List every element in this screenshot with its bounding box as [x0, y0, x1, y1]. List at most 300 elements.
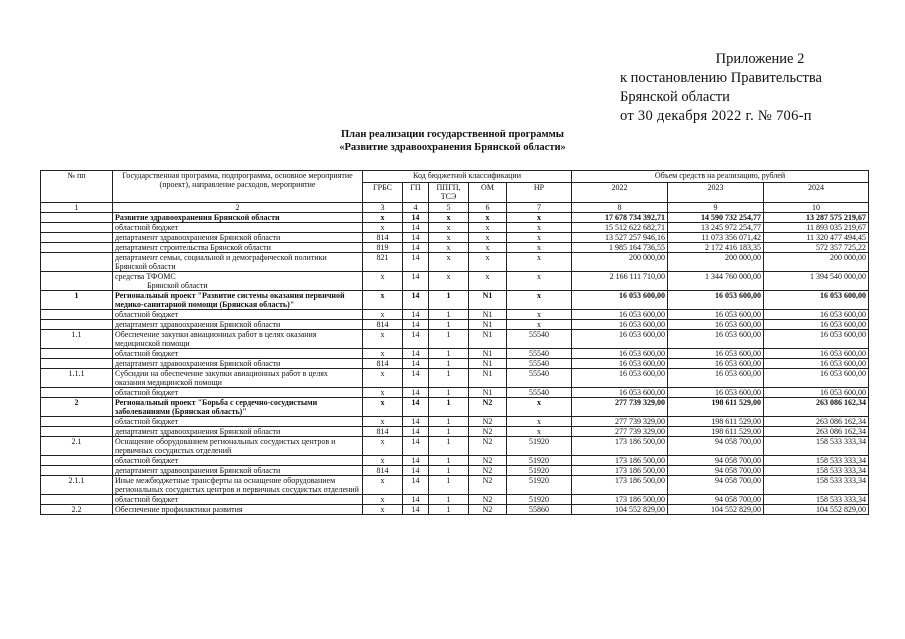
cell-2023 — [668, 349, 764, 359]
cell-nr-text: 55860 — [529, 505, 549, 514]
cell-grbs-text: x — [380, 272, 385, 281]
cell-name — [113, 243, 363, 253]
cell-grbs-text: x — [380, 213, 385, 222]
cell-2023 — [668, 398, 764, 417]
table-row — [41, 398, 869, 417]
cell-2022-text: 13 527 257 946,16 — [605, 233, 665, 242]
col-header-grbs: ГРБС — [363, 183, 403, 203]
cell-grbs — [363, 253, 403, 272]
cell-nr-text: x — [537, 213, 541, 222]
cell-2023 — [668, 213, 764, 223]
cell-om-text: N1 — [482, 320, 493, 329]
cell-ppgp — [429, 427, 469, 437]
cell-nr-text: x — [537, 310, 541, 319]
cell-grbs-text: 814 — [376, 466, 389, 475]
cell-2023-text: 16 053 600,00 — [715, 291, 761, 300]
cell-om-text: N1 — [482, 291, 493, 300]
cell-2024-text: 16 053 600,00 — [820, 349, 867, 358]
cell-grbs-text: x — [380, 456, 385, 465]
cell-num — [41, 349, 113, 359]
cell-ppgp-text: 1 — [446, 456, 451, 465]
cell-2023 — [668, 233, 764, 243]
cell-grbs — [363, 427, 403, 437]
cell-num-text: 1.1.1 — [68, 369, 85, 378]
cell-2022-text: 16 053 600,00 — [619, 369, 665, 378]
col-header-nr: НР — [507, 183, 572, 203]
cell-name — [113, 359, 363, 369]
table-row — [41, 505, 869, 515]
cell-name-text: Региональный проект "Развитие системы оказания первичной медико-санитарной помощи (Брянская область)" — [115, 291, 345, 309]
cell-name-text: областной бюджет — [115, 388, 179, 397]
cell-2024-text: 16 053 600,00 — [820, 388, 867, 397]
cell-2024-text: 16 053 600,00 — [820, 359, 867, 368]
cell-gp — [403, 476, 429, 495]
cell-2022-text: 17 678 734 392,71 — [605, 213, 665, 222]
cell-grbs-text: x — [380, 505, 385, 514]
cell-om — [469, 388, 507, 398]
cell-nr-text: 55540 — [529, 369, 549, 378]
cell-2023-text: 94 058 700,00 — [715, 456, 761, 465]
cell-gp — [403, 359, 429, 369]
cell-om — [469, 505, 507, 515]
cell-2023-text: 16 053 600,00 — [715, 320, 761, 329]
cell-ppgp-text: 1 — [446, 349, 451, 358]
cell-2022-text: 104 552 829,00 — [615, 505, 665, 514]
cell-om — [469, 398, 507, 417]
cell-grbs — [363, 291, 403, 310]
cell-nr — [507, 505, 572, 515]
cell-grbs-text: 814 — [376, 320, 389, 329]
col-number: 5 — [429, 203, 469, 213]
cell-om-text: N2 — [482, 495, 493, 504]
cell-2023-text: 16 053 600,00 — [715, 359, 761, 368]
cell-2022 — [572, 349, 668, 359]
cell-2022-text: 173 186 500,00 — [615, 437, 665, 446]
cell-grbs — [363, 320, 403, 330]
cell-om-text: N2 — [482, 427, 493, 436]
cell-nr — [507, 369, 572, 388]
cell-2024-text: 11 893 035 219,67 — [806, 223, 867, 232]
cell-name — [113, 495, 363, 505]
cell-grbs — [363, 505, 403, 515]
cell-name-text: областной бюджет — [115, 456, 179, 465]
table-body — [41, 213, 869, 515]
cell-2022 — [572, 272, 668, 291]
cell-2023-text: 16 053 600,00 — [715, 349, 761, 358]
cell-grbs-text: x — [380, 330, 385, 339]
cell-name — [113, 310, 363, 320]
cell-num — [41, 253, 113, 272]
cell-om — [469, 213, 507, 223]
cell-2022 — [572, 427, 668, 437]
cell-ppgp — [429, 388, 469, 398]
cell-name-text: Субсидии на обеспечение закупки авиационных работ в целях оказания медицинской помощи — [115, 369, 328, 387]
cell-grbs-text: 819 — [376, 243, 389, 252]
col-header-ppgp: ППГП, ТСЭ — [429, 183, 469, 203]
cell-2022 — [572, 320, 668, 330]
cell-ppgp — [429, 369, 469, 388]
cell-2022-text: 277 739 329,00 — [615, 417, 665, 426]
cell-gp-text: 14 — [411, 369, 420, 378]
cell-nr — [507, 466, 572, 476]
cell-grbs-text: x — [380, 476, 385, 485]
cell-ppgp — [429, 253, 469, 272]
cell-name — [113, 388, 363, 398]
cell-num — [41, 272, 113, 291]
cell-nr — [507, 456, 572, 466]
cell-nr — [507, 476, 572, 495]
cell-2022 — [572, 291, 668, 310]
col-number: 7 — [507, 203, 572, 213]
cell-2024 — [764, 213, 869, 223]
cell-nr-text: x — [537, 233, 541, 242]
cell-2022-text: 15 512 622 682,71 — [605, 223, 665, 232]
cell-om — [469, 253, 507, 272]
cell-2023-text: 14 590 732 254,77 — [701, 213, 761, 222]
table-row — [41, 359, 869, 369]
cell-2023 — [668, 495, 764, 505]
cell-nr-text: x — [537, 398, 541, 407]
cell-om — [469, 466, 507, 476]
cell-nr — [507, 243, 572, 253]
cell-nr-text: x — [537, 272, 541, 281]
cell-2024-text: 158 533 333,34 — [816, 437, 867, 446]
cell-2022-text: 16 053 600,00 — [619, 320, 665, 329]
cell-2024-text: 263 086 162,34 — [816, 427, 867, 436]
col-header-code-group: Код бюджетной классификации — [363, 171, 572, 183]
cell-2024-text: 16 053 600,00 — [820, 320, 867, 329]
col-header-2023: 2023 — [668, 183, 764, 203]
cell-name-text: департамент семьи, социальной и демографической политики Брянской области — [115, 253, 327, 271]
cell-nr-text: x — [537, 427, 541, 436]
cell-ppgp — [429, 349, 469, 359]
cell-nr — [507, 310, 572, 320]
cell-ppgp-text: 1 — [446, 466, 451, 475]
cell-ppgp-text: 1 — [446, 330, 451, 339]
cell-gp — [403, 437, 429, 456]
cell-num — [41, 437, 113, 456]
cell-nr — [507, 272, 572, 291]
cell-om — [469, 310, 507, 320]
cell-nr-text: x — [537, 417, 541, 426]
cell-2023 — [668, 417, 764, 427]
cell-2023 — [668, 437, 764, 456]
cell-2022 — [572, 456, 668, 466]
cell-gp-text: 14 — [411, 476, 420, 485]
cell-2022-text: 16 053 600,00 — [619, 330, 665, 339]
col-number: 10 — [764, 203, 869, 213]
cell-om — [469, 456, 507, 466]
cell-2024-text: 16 053 600,00 — [820, 369, 867, 378]
cell-gp — [403, 291, 429, 310]
cell-name-text: департамент здравоохранения Брянской области — [115, 427, 281, 436]
cell-2022 — [572, 466, 668, 476]
cell-om-text: x — [485, 272, 490, 281]
cell-2023 — [668, 388, 764, 398]
cell-2022-text: 16 053 600,00 — [619, 349, 665, 358]
cell-nr-text: x — [537, 291, 541, 300]
cell-name — [113, 213, 363, 223]
cell-ppgp-text: 1 — [446, 427, 451, 436]
cell-ppgp — [429, 272, 469, 291]
cell-gp — [403, 349, 429, 359]
cell-om-text: x — [485, 213, 490, 222]
cell-gp — [403, 233, 429, 243]
cell-2024-text: 572 357 725,22 — [816, 243, 867, 252]
cell-grbs — [363, 213, 403, 223]
cell-om-text: x — [485, 223, 490, 232]
cell-nr-text: 51920 — [529, 495, 549, 504]
cell-nr — [507, 359, 572, 369]
cell-2024-text: 16 053 600,00 — [820, 330, 867, 339]
cell-grbs-text: x — [380, 291, 385, 300]
cell-2024 — [764, 330, 869, 349]
cell-num-text: 1 — [74, 291, 79, 300]
cell-grbs — [363, 437, 403, 456]
cell-2024 — [764, 417, 869, 427]
cell-name — [113, 476, 363, 495]
table-row — [41, 495, 869, 505]
cell-num — [41, 359, 113, 369]
cell-grbs — [363, 369, 403, 388]
cell-2024 — [764, 476, 869, 495]
cell-2023 — [668, 505, 764, 515]
cell-name — [113, 330, 363, 349]
cell-ppgp-text: x — [446, 272, 451, 281]
cell-2023 — [668, 291, 764, 310]
cell-gp-text: 14 — [411, 223, 420, 232]
cell-name — [113, 437, 363, 456]
col-number: 4 — [403, 203, 429, 213]
cell-om-text: N1 — [482, 388, 493, 397]
cell-2024 — [764, 427, 869, 437]
cell-2024 — [764, 505, 869, 515]
cell-ppgp — [429, 398, 469, 417]
cell-2023-text: 94 058 700,00 — [715, 476, 761, 485]
cell-2024 — [764, 495, 869, 505]
table-row — [41, 349, 869, 359]
cell-gp — [403, 369, 429, 388]
cell-om — [469, 330, 507, 349]
cell-nr — [507, 437, 572, 456]
cell-nr — [507, 398, 572, 417]
table-row — [41, 233, 869, 243]
table-row — [41, 427, 869, 437]
col-header-2024: 2024 — [764, 183, 869, 203]
cell-om-text: x — [485, 243, 490, 252]
cell-nr-text: 51920 — [529, 476, 549, 485]
cell-grbs — [363, 272, 403, 291]
cell-2022-text: 277 739 329,00 — [615, 398, 665, 407]
cell-om-text: N1 — [482, 359, 493, 368]
cell-gp — [403, 272, 429, 291]
cell-name-text: Иные межбюджетные трансферты на оснащение оборудованием региональных сосудистых центров и первичных сосудистых отделений — [115, 476, 359, 494]
cell-2024-text: 16 053 600,00 — [820, 310, 867, 319]
cell-nr — [507, 291, 572, 310]
cell-2022-text: 173 186 500,00 — [615, 495, 665, 504]
cell-name — [113, 223, 363, 233]
cell-2022-text: 16 053 600,00 — [619, 359, 665, 368]
cell-nr — [507, 427, 572, 437]
cell-2023-text: 200 000,00 — [725, 253, 761, 262]
cell-grbs — [363, 476, 403, 495]
cell-om — [469, 476, 507, 495]
cell-2024-text: 104 552 829,00 — [816, 505, 867, 514]
cell-name-continuation: Брянской области — [147, 281, 208, 290]
cell-name — [113, 320, 363, 330]
cell-name-text: Оснащение оборудованием региональных сосудистых центров и первичных сосудистых отделений — [115, 437, 336, 455]
cell-2024 — [764, 272, 869, 291]
cell-num — [41, 427, 113, 437]
cell-gp-text: 14 — [411, 291, 420, 300]
cell-num — [41, 466, 113, 476]
cell-om-text: N2 — [482, 456, 493, 465]
cell-grbs — [363, 417, 403, 427]
cell-gp-text: 14 — [411, 320, 420, 329]
cell-grbs-text: 814 — [376, 233, 389, 242]
cell-gp — [403, 330, 429, 349]
cell-grbs-text: x — [380, 495, 385, 504]
cell-2023 — [668, 330, 764, 349]
cell-gp-text: 14 — [411, 495, 420, 504]
col-header-2022: 2022 — [572, 183, 668, 203]
cell-ppgp-text: 1 — [446, 417, 451, 426]
cell-2024 — [764, 320, 869, 330]
cell-om — [469, 272, 507, 291]
cell-2022-text: 16 053 600,00 — [619, 310, 665, 319]
cell-gp — [403, 456, 429, 466]
cell-2022-text: 173 186 500,00 — [615, 466, 665, 475]
cell-nr-text: 55540 — [529, 330, 549, 339]
table-row — [41, 476, 869, 495]
cell-2022-text: 173 186 500,00 — [615, 456, 665, 465]
cell-num-text: 2 — [74, 398, 79, 407]
cell-gp — [403, 310, 429, 320]
cell-2022 — [572, 398, 668, 417]
cell-nr-text: 51920 — [529, 456, 549, 465]
table-row — [41, 243, 869, 253]
table-row — [41, 213, 869, 223]
cell-nr — [507, 223, 572, 233]
cell-name-text: областной бюджет — [115, 349, 179, 358]
cell-2022 — [572, 213, 668, 223]
cell-name — [113, 456, 363, 466]
cell-gp-text: 14 — [411, 398, 420, 407]
table-row — [41, 369, 869, 388]
cell-ppgp-text: 1 — [446, 291, 451, 300]
cell-2023-text: 198 611 529,00 — [711, 427, 761, 436]
cell-grbs-text: x — [380, 398, 385, 407]
cell-name — [113, 466, 363, 476]
cell-2023-text: 198 611 529,00 — [711, 417, 761, 426]
cell-name — [113, 272, 363, 291]
table-row — [41, 388, 869, 398]
table-row — [41, 437, 869, 456]
cell-grbs — [363, 466, 403, 476]
cell-nr-text: 51920 — [529, 437, 549, 446]
cell-num — [41, 417, 113, 427]
cell-gp — [403, 213, 429, 223]
cell-name — [113, 369, 363, 388]
cell-name — [113, 427, 363, 437]
cell-gp — [403, 505, 429, 515]
cell-2023 — [668, 369, 764, 388]
cell-nr — [507, 330, 572, 349]
cell-om-text: N1 — [482, 369, 493, 378]
cell-2024-text: 11 320 477 494,45 — [806, 233, 867, 242]
cell-2024-text: 16 053 600,00 — [820, 291, 867, 300]
cell-om-text: N2 — [482, 466, 493, 475]
cell-nr-text: 55540 — [529, 388, 549, 397]
cell-om-text: N2 — [482, 476, 493, 485]
cell-num-text: 2.2 — [71, 505, 82, 514]
cell-om-text: N1 — [482, 310, 493, 319]
cell-2024 — [764, 223, 869, 233]
cell-2023-text: 16 053 600,00 — [715, 388, 761, 397]
cell-name-text: областной бюджет — [115, 223, 179, 232]
cell-2024 — [764, 398, 869, 417]
col-header-om: ОМ — [469, 183, 507, 203]
cell-gp — [403, 466, 429, 476]
title-line-1: План реализации государственной программы — [341, 129, 564, 140]
cell-ppgp-text: x — [446, 253, 451, 262]
cell-num — [41, 310, 113, 320]
cell-2024-text: 263 086 162,34 — [816, 398, 867, 407]
cell-ppgp — [429, 320, 469, 330]
cell-2024 — [764, 388, 869, 398]
cell-2024-text: 200 000,00 — [830, 253, 867, 262]
cell-gp — [403, 223, 429, 233]
cell-2024 — [764, 243, 869, 253]
cell-om — [469, 359, 507, 369]
cell-name-text: департамент здравоохранения Брянской области — [115, 359, 281, 368]
cell-2022-text: 200 000,00 — [629, 253, 665, 262]
col-number: 2 — [113, 203, 363, 213]
cell-ppgp-text: x — [446, 243, 451, 252]
col-number: 1 — [41, 203, 113, 213]
program-plan-table — [40, 170, 869, 515]
cell-ppgp — [429, 495, 469, 505]
cell-ppgp-text: 1 — [446, 388, 451, 397]
cell-grbs — [363, 388, 403, 398]
cell-nr-text: x — [537, 223, 541, 232]
cell-om — [469, 223, 507, 233]
cell-name-text: Развитие здравоохранения Брянской области — [115, 213, 280, 222]
cell-2022 — [572, 505, 668, 515]
cell-2023 — [668, 243, 764, 253]
cell-2023-text: 2 172 416 183,35 — [705, 243, 761, 252]
cell-2023 — [668, 253, 764, 272]
cell-gp-text: 14 — [411, 213, 420, 222]
document-title — [0, 128, 905, 154]
col-number: 8 — [572, 203, 668, 213]
cell-grbs — [363, 310, 403, 320]
cell-ppgp — [429, 456, 469, 466]
cell-2024 — [764, 233, 869, 243]
cell-num — [41, 243, 113, 253]
cell-om — [469, 291, 507, 310]
cell-2022-text: 277 739 329,00 — [615, 427, 665, 436]
cell-2024-text: 158 533 333,34 — [816, 466, 867, 475]
cell-num — [41, 476, 113, 495]
cell-gp-text: 14 — [411, 427, 420, 436]
cell-om — [469, 495, 507, 505]
cell-grbs-text: 814 — [376, 359, 389, 368]
col-header-gp: ГП — [403, 183, 429, 203]
cell-num — [41, 213, 113, 223]
cell-ppgp-text: 1 — [446, 359, 451, 368]
cell-om — [469, 437, 507, 456]
